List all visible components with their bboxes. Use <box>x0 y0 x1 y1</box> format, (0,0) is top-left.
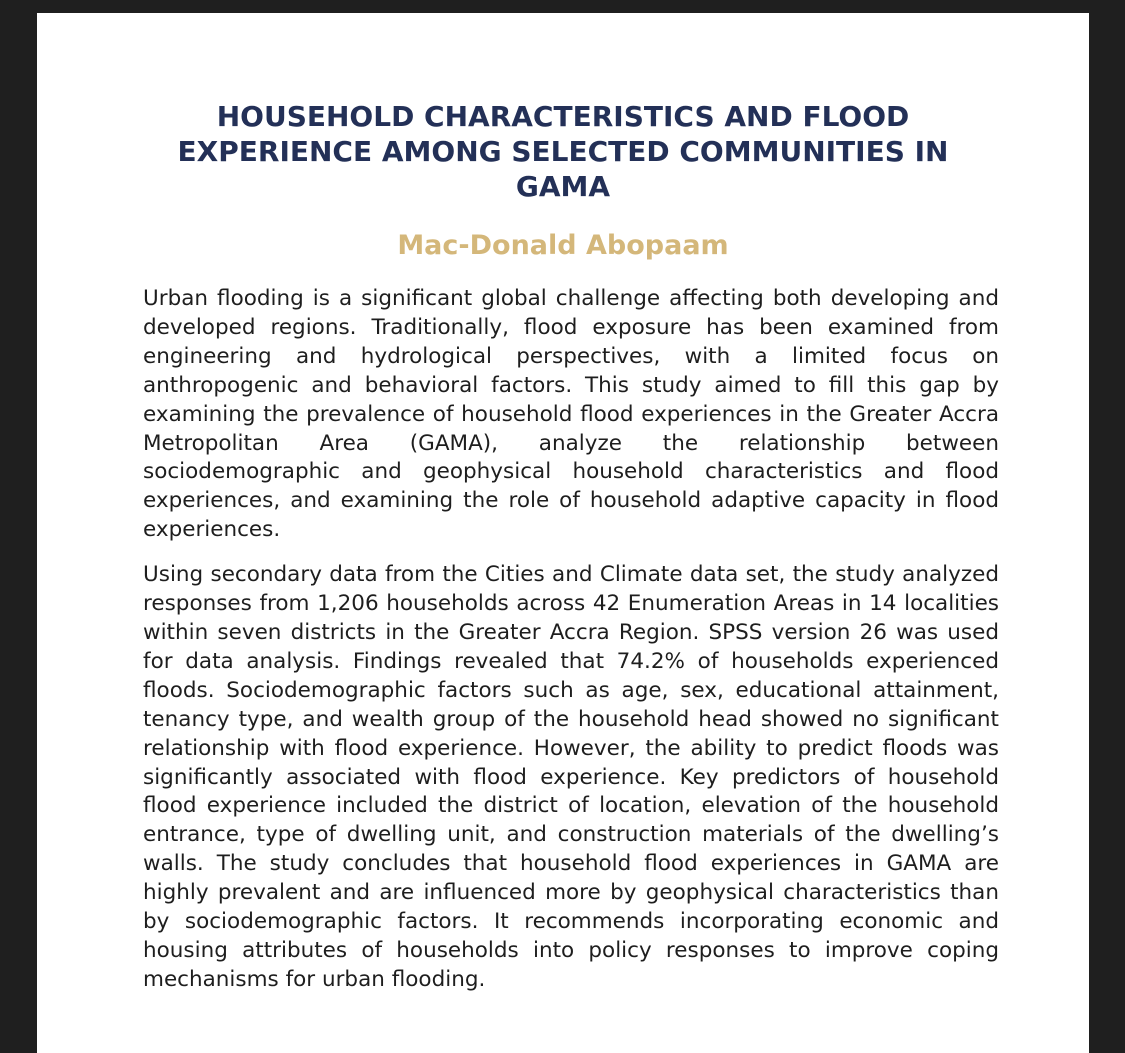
title-line-3: GAMA <box>515 170 611 203</box>
document-author: Mac-Donald Abopaam <box>397 230 729 261</box>
abstract-body <box>143 285 999 995</box>
title-line-2: EXPERIENCE AMONG SELECTED COMMUNITIES IN <box>177 135 949 168</box>
document-page <box>37 13 1089 1053</box>
abstract-paragraph-1: Urban flooding is a significant global challenge affecting both developing and developed regions. Traditionally, flood exposure has been examined from engineering and hydrological perspectives, with a limited focus on anthropogenic and behavioral factors. This study aimed to fill this gap by examining the prevalence of household flood experiences in the Greater Accra Metropolitan Area (GAMA), analyze the relationship between sociodemographic and geophysical household characteristics and flood experiences, and examining the role of household adaptive capacity in flood experiences. <box>143 286 999 543</box>
title-line-1: HOUSEHOLD CHARACTERISTICS AND FLOOD <box>216 100 910 133</box>
document-title <box>37 99 1089 204</box>
abstract-paragraph-2: Using secondary data from the Cities and Climate data set, the study analyzed responses from 1,206 households across 42 Enumeration Areas in 14 localities within seven districts in the Greater Accra Region. SPSS version 26 was used for data analysis. Findings revealed that 74.2% of households experienced floods. Sociodemographic factors such as age, sex, educational attainment, tenancy type, and wealth group of the household head showed no significant relationship with flood experience. However, the ability to predict floods was significantly associated with flood experience. Key predictors of household flood experience included the district of location, elevation of the household entrance, type of dwelling unit, and construction materials of the dwelling’s walls. The study concludes that household flood experiences in GAMA are highly prevalent and are influenced more by geophysical characteristics than by sociodemographic factors. It recommends incorporating economic and housing attributes of households into policy responses to improve coping mechanisms for urban flooding. <box>143 562 999 992</box>
